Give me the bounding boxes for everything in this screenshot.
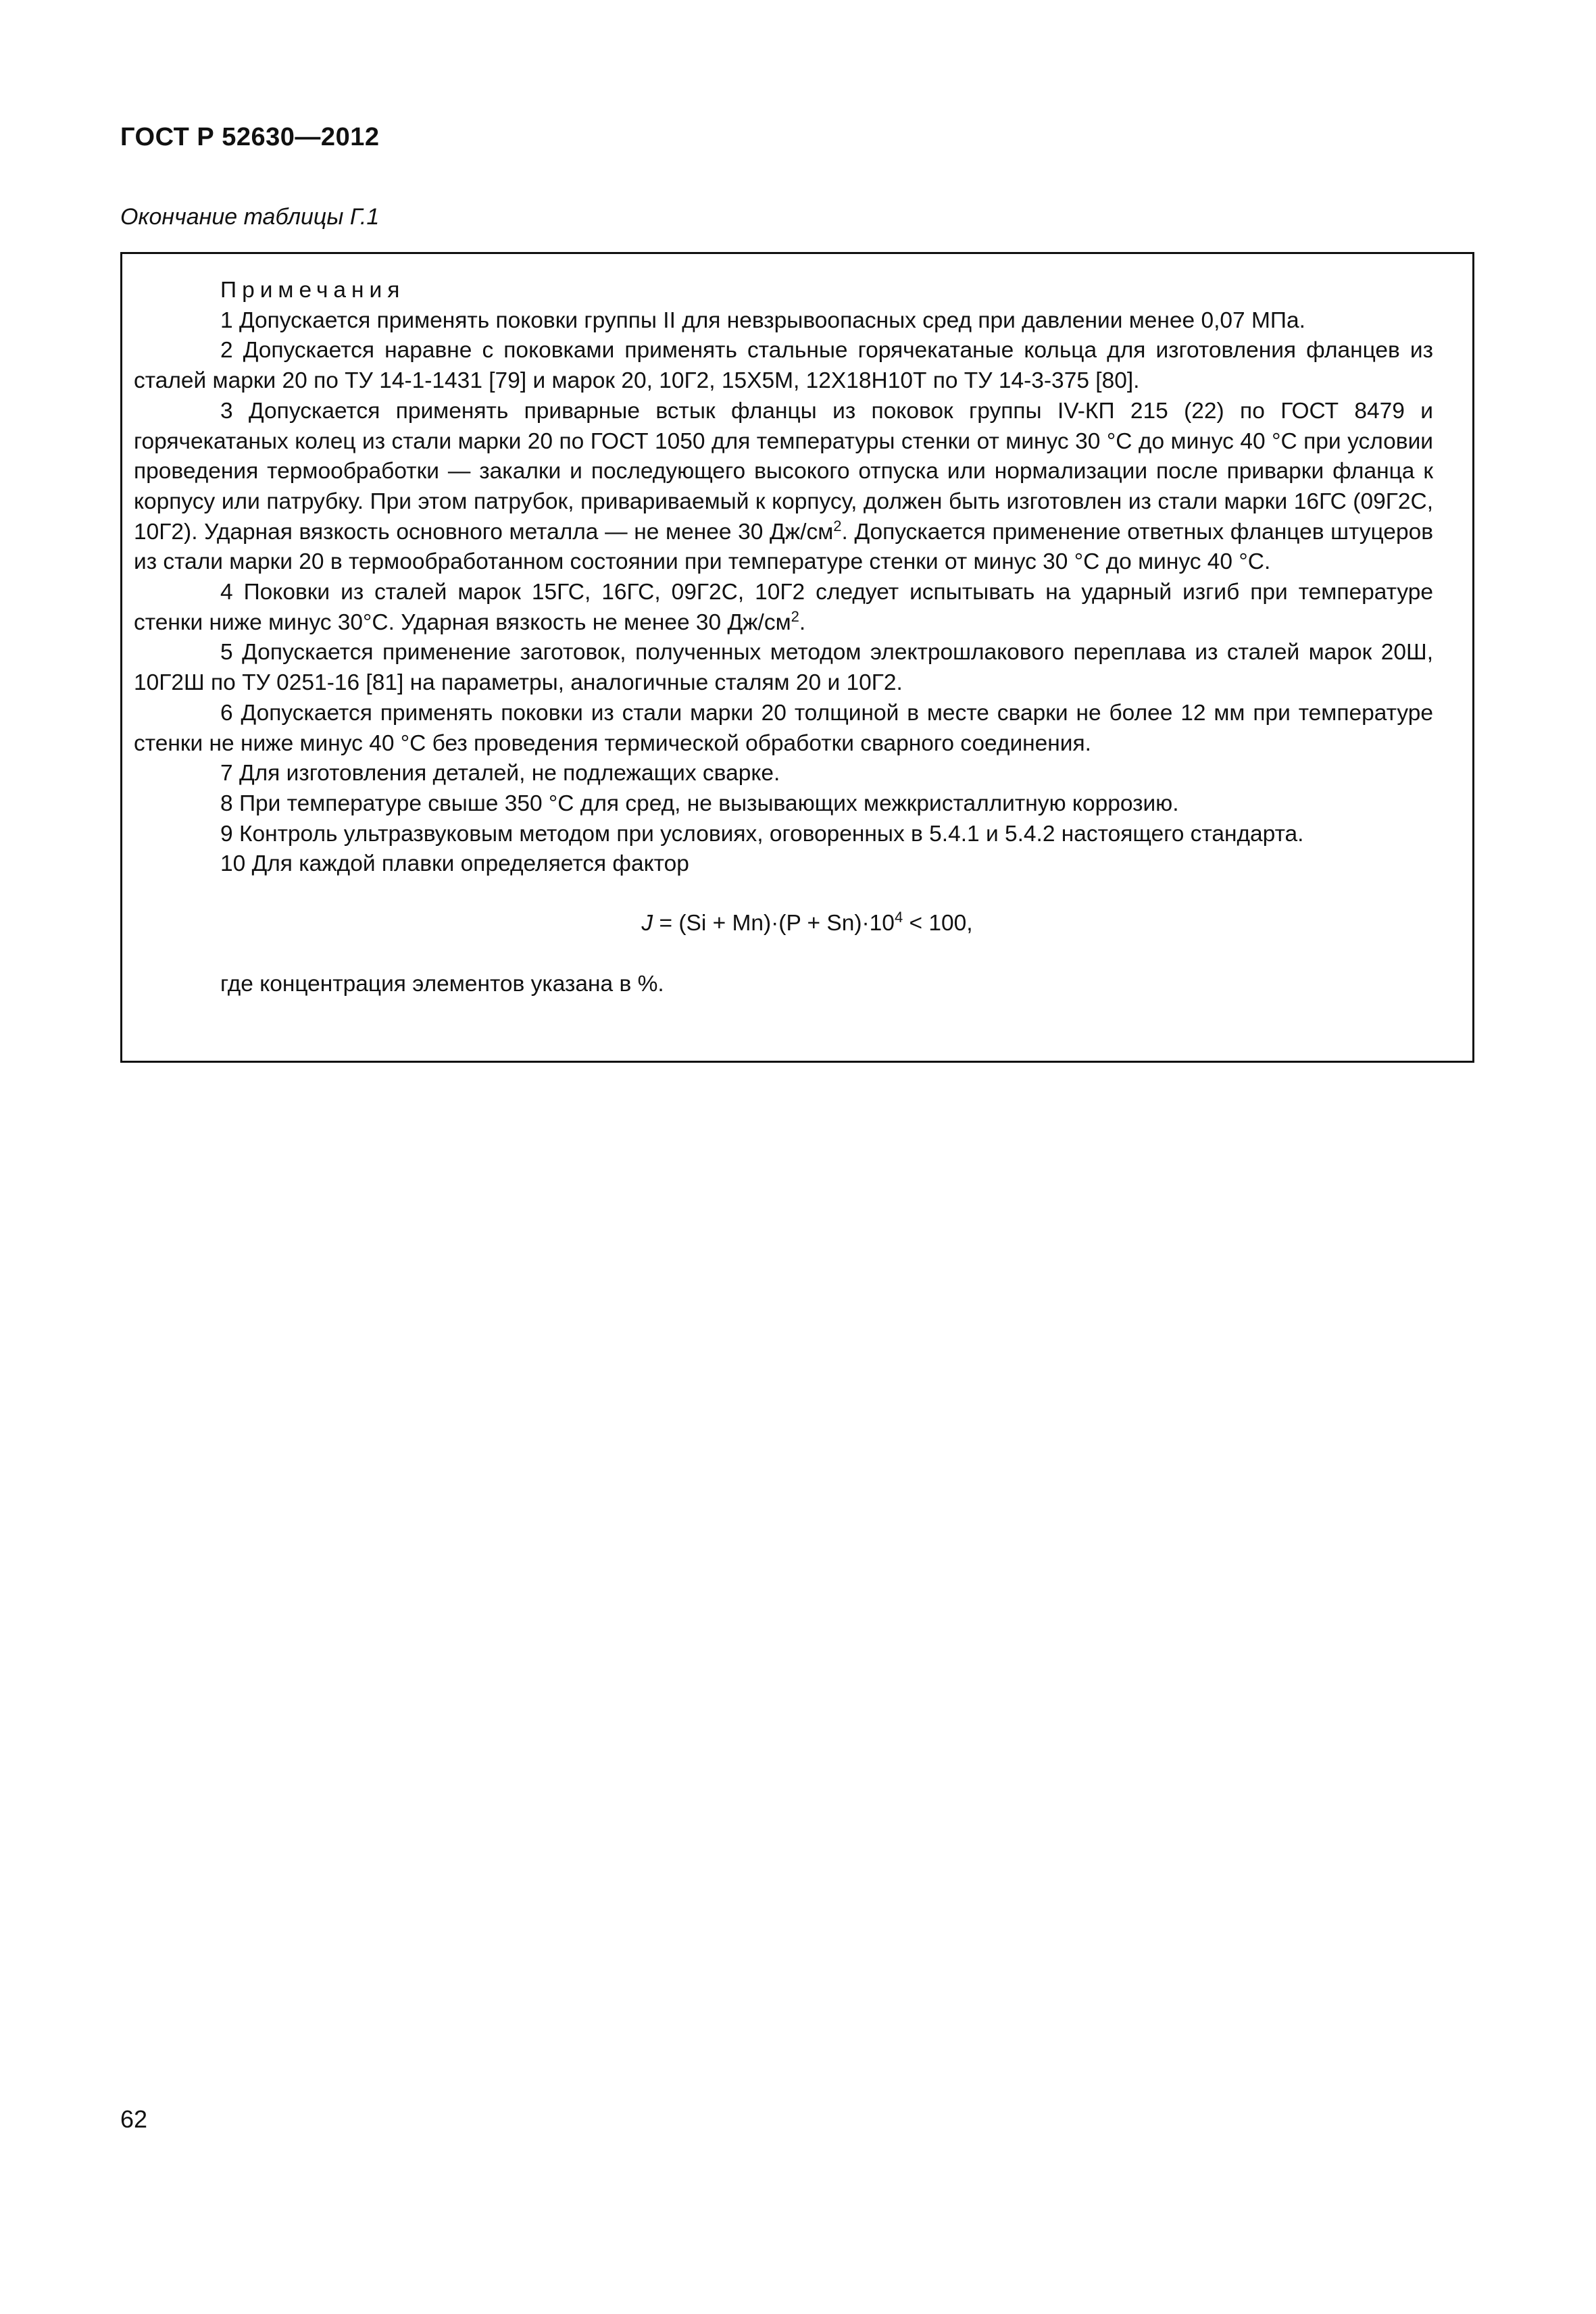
formula-exponent: 4	[894, 909, 903, 926]
note-text: 2 Допускается наравне с поковками применять стальные горячекатаные кольца для изготовления фланцев из сталей марки 20 по ТУ 14-1-1431 [79] и марок 20, 10Г2, 15Х5М, 12Х18Н10Т по ТУ 14-3-375 [80].	[134, 338, 1433, 394]
note-text: 8 При температуре свыше 350 °С для сред, не вызывающих межкристаллитную коррозию.	[220, 790, 1179, 816]
note-3	[134, 397, 1433, 578]
note-6	[134, 699, 1433, 759]
note-superscript: 2	[833, 517, 842, 534]
note-5	[134, 638, 1433, 698]
note-superscript: 2	[791, 607, 799, 625]
note-8	[134, 789, 1433, 820]
note-text: 5 Допускается применение заготовок, полученных методом электрошлакового переплава из сталей марок 20Ш, 10Г2Ш по ТУ 0251-16 [81] на параметры, аналогичные сталям 20 и 10Г2.	[134, 640, 1433, 696]
note-7	[134, 759, 1433, 789]
note-2	[134, 336, 1433, 396]
note-text-tail: . Допускается применение ответных фланцев штуцеров из стали марки 20 в термообработанном состоянии при температуре стенки от минус 30 °С до минус 40 °С.	[134, 519, 1434, 575]
notes-title: Примечания	[220, 278, 405, 303]
table-caption: Окончание таблицы Г.1	[120, 204, 380, 230]
formula-explanation: где концентрация элементов указана в %.	[220, 971, 664, 997]
note-text: 3 Допускается применять приварные встык фланцы из поковок группы IV-КП 215 (22) по ГОСТ 8479 и горячекатаных колец из стали марки 20 по ГОСТ 1050 для температуры стенки от минус 30 °С до минус 40 °С при условии проведения термообработки — закалки и последующего высокого отпуска или нормализации после приварки фланца к корпусу или патрубку. При этом патрубок, привариваемый к корпусу, должен быть изготовлен из стали марки 16ГС (09Г2С, 10Г2). Ударная вязкость основного металла — не менее 30 Дж/см	[134, 398, 1433, 545]
document-header: ГОСТ Р 52630—2012	[120, 123, 380, 151]
formula-body: = (Si + Mn)·(P + Sn)·10	[653, 911, 895, 936]
formula	[134, 909, 1433, 939]
note-10	[134, 849, 1433, 880]
note-text: 6 Допускается применять поковки из стали марки 20 толщиной в месте сварки не более 12 мм при температуре стенки не ниже минус 40 °С без проведения термической обработки сварного соединения.	[134, 700, 1433, 756]
note-9	[134, 820, 1433, 850]
note-4	[134, 578, 1433, 638]
note-text: 4 Поковки из сталей марок 15ГС, 16ГС, 09Г2С, 10Г2 следует испытывать на ударный изгиб при температуре стенки ниже минус 30°С. Ударная вязкость не менее 30 Дж/см	[134, 580, 1433, 635]
notes-table	[120, 252, 1474, 1063]
note-1	[134, 306, 1433, 336]
page-number: 62	[120, 2105, 148, 2133]
formula-variable: J	[641, 911, 653, 936]
note-text: 1 Допускается применять поковки группы II для невзрывоопасных сред при давлении менее 0,07 МПа.	[220, 307, 1305, 333]
note-text: 10 Для каждой плавки определяется фактор	[220, 851, 689, 877]
formula-tail: < 100,	[903, 911, 973, 936]
note-text: 9 Контроль ультразвуковым методом при условиях, оговоренных в 5.4.1 и 5.4.2 настоящего стандарта.	[220, 821, 1304, 847]
note-text: 7 Для изготовления деталей, не подлежащих сварке.	[220, 761, 780, 786]
note-text-tail: .	[799, 609, 806, 635]
